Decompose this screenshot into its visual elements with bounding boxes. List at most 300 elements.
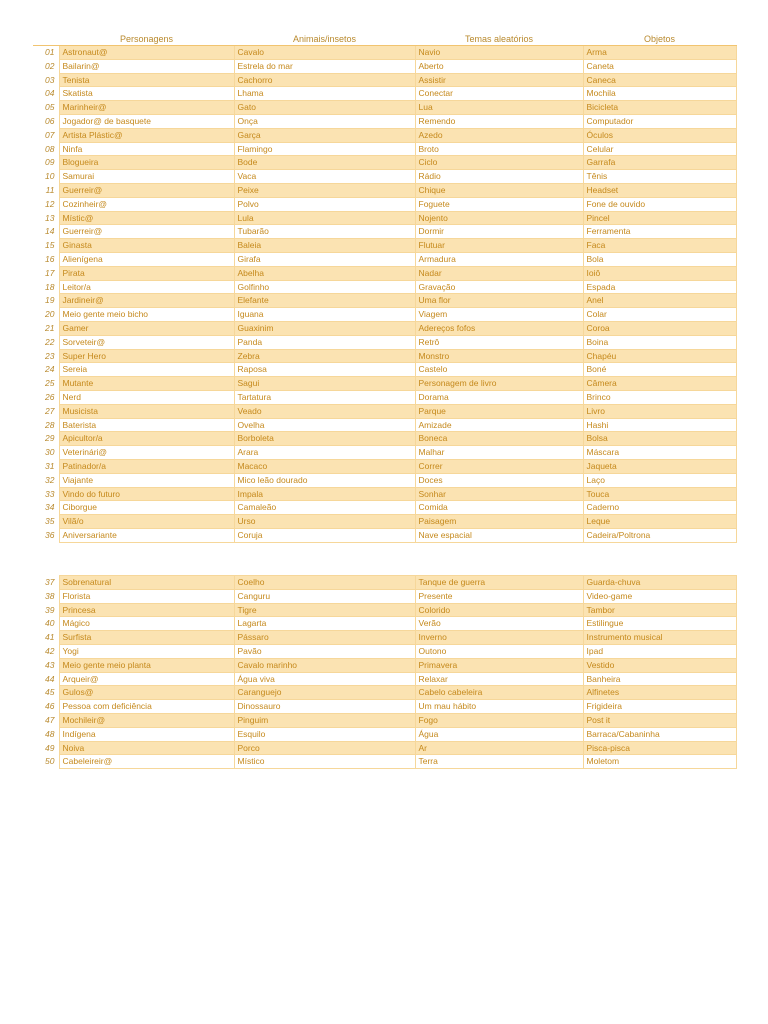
personagem-cell: Artista Plástic@	[59, 128, 234, 142]
animal-cell: Onça	[234, 114, 415, 128]
row-number: 13	[33, 211, 59, 225]
personagem-cell: Aniversariante	[59, 528, 234, 542]
tema-cell: Chique	[415, 183, 583, 197]
table-row	[33, 377, 736, 391]
objeto-cell: Bicicleta	[583, 101, 736, 115]
objeto-cell: Headset	[583, 183, 736, 197]
animal-cell: Gato	[234, 101, 415, 115]
table-row	[33, 741, 736, 755]
animal-cell: Tubarão	[234, 225, 415, 239]
row-number: 42	[33, 644, 59, 658]
row-number: 07	[33, 128, 59, 142]
objeto-cell: Fone de ouvido	[583, 197, 736, 211]
animal-cell: Borboleta	[234, 432, 415, 446]
tema-cell: Água	[415, 727, 583, 741]
tema-cell: Um mau hábito	[415, 700, 583, 714]
tema-cell: Comida	[415, 501, 583, 515]
table-row	[33, 603, 736, 617]
row-number: 33	[33, 487, 59, 501]
tema-cell: Gravação	[415, 280, 583, 294]
animal-cell: Pássaro	[234, 631, 415, 645]
animal-cell: Dinossauro	[234, 700, 415, 714]
row-number: 16	[33, 252, 59, 266]
objeto-cell: Tênis	[583, 170, 736, 184]
tema-cell: Retrô	[415, 335, 583, 349]
objeto-cell: Brinco	[583, 390, 736, 404]
objeto-cell: Ipad	[583, 644, 736, 658]
personagem-cell: Viajante	[59, 473, 234, 487]
header-animais: Animais/insetos	[234, 33, 415, 46]
tema-cell: Lua	[415, 101, 583, 115]
table-row	[33, 280, 736, 294]
header-temas: Temas aleatórios	[415, 33, 583, 46]
objeto-cell: Óculos	[583, 128, 736, 142]
table-row	[33, 128, 736, 142]
objeto-cell: Caderno	[583, 501, 736, 515]
animal-cell: Raposa	[234, 363, 415, 377]
table-row	[33, 294, 736, 308]
personagem-cell: Meio gente meio planta	[59, 658, 234, 672]
personagem-cell: Místic@	[59, 211, 234, 225]
objeto-cell: Guarda-chuva	[583, 576, 736, 590]
animal-cell: Cavalo	[234, 46, 415, 60]
row-number: 48	[33, 727, 59, 741]
tema-cell: Presente	[415, 589, 583, 603]
row-number: 49	[33, 741, 59, 755]
animal-cell: Lagarta	[234, 617, 415, 631]
personagem-cell: Tenista	[59, 73, 234, 87]
tema-cell: Sonhar	[415, 487, 583, 501]
tema-cell: Correr	[415, 459, 583, 473]
row-number: 38	[33, 589, 59, 603]
tema-cell: Viagem	[415, 308, 583, 322]
table-row	[33, 700, 736, 714]
table-row	[33, 252, 736, 266]
personagem-cell: Mutante	[59, 377, 234, 391]
animal-cell: Camaleão	[234, 501, 415, 515]
table-row	[33, 170, 736, 184]
table-row	[33, 418, 736, 432]
row-number: 40	[33, 617, 59, 631]
objeto-cell: Boné	[583, 363, 736, 377]
objeto-cell: Anel	[583, 294, 736, 308]
personagem-cell: Samurai	[59, 170, 234, 184]
personagem-cell: Vilã/o	[59, 515, 234, 529]
row-number: 25	[33, 377, 59, 391]
objeto-cell: Tambor	[583, 603, 736, 617]
tema-cell: Assistir	[415, 73, 583, 87]
animal-cell: Coruja	[234, 528, 415, 542]
personagem-cell: Blogueira	[59, 156, 234, 170]
objeto-cell: Vestido	[583, 658, 736, 672]
animal-cell: Zebra	[234, 349, 415, 363]
table-row	[33, 46, 736, 60]
row-number: 41	[33, 631, 59, 645]
tema-cell: Parque	[415, 404, 583, 418]
animal-cell: Esquilo	[234, 727, 415, 741]
personagem-cell: Jardineir@	[59, 294, 234, 308]
objeto-cell: Faca	[583, 239, 736, 253]
objeto-cell: Chapéu	[583, 349, 736, 363]
row-number: 12	[33, 197, 59, 211]
tema-cell: Inverno	[415, 631, 583, 645]
tema-cell: Flutuar	[415, 239, 583, 253]
animal-cell: Bode	[234, 156, 415, 170]
objeto-cell: Bola	[583, 252, 736, 266]
row-number: 14	[33, 225, 59, 239]
objeto-cell: Jaqueta	[583, 459, 736, 473]
header-personagens: Personagens	[59, 33, 234, 46]
objeto-cell: Cadeira/Poltrona	[583, 528, 736, 542]
personagem-cell: Guerreir@	[59, 225, 234, 239]
animal-cell: Lhama	[234, 87, 415, 101]
personagem-cell: Yogi	[59, 644, 234, 658]
row-number: 26	[33, 390, 59, 404]
tema-cell: Conectar	[415, 87, 583, 101]
tema-cell: Castelo	[415, 363, 583, 377]
objeto-cell: Frigideira	[583, 700, 736, 714]
row-number: 18	[33, 280, 59, 294]
personagem-cell: Ninfa	[59, 142, 234, 156]
tema-cell: Verão	[415, 617, 583, 631]
table-row	[33, 308, 736, 322]
tema-cell: Dorama	[415, 390, 583, 404]
row-number: 02	[33, 59, 59, 73]
row-number: 10	[33, 170, 59, 184]
personagem-cell: Musicista	[59, 404, 234, 418]
tema-cell: Dormir	[415, 225, 583, 239]
personagem-cell: Sereia	[59, 363, 234, 377]
row-number: 04	[33, 87, 59, 101]
word-table-2	[33, 575, 737, 769]
personagem-cell: Bailarin@	[59, 59, 234, 73]
animal-cell: Lula	[234, 211, 415, 225]
tema-cell: Primavera	[415, 658, 583, 672]
personagem-cell: Guerreir@	[59, 183, 234, 197]
objeto-cell: Instrumento musical	[583, 631, 736, 645]
tema-cell: Tanque de guerra	[415, 576, 583, 590]
tema-cell: Fogo	[415, 713, 583, 727]
row-number: 22	[33, 335, 59, 349]
objeto-cell: Pisca-pisca	[583, 741, 736, 755]
objeto-cell: Garrafa	[583, 156, 736, 170]
tema-cell: Nadar	[415, 266, 583, 280]
table-row	[33, 631, 736, 645]
row-number: 50	[33, 755, 59, 769]
tema-cell: Relaxar	[415, 672, 583, 686]
row-number: 01	[33, 46, 59, 60]
row-number: 31	[33, 459, 59, 473]
table-row	[33, 59, 736, 73]
personagem-cell: Florista	[59, 589, 234, 603]
row-number: 11	[33, 183, 59, 197]
row-number: 30	[33, 446, 59, 460]
table-row	[33, 459, 736, 473]
animal-cell: Arara	[234, 446, 415, 460]
row-number: 46	[33, 700, 59, 714]
objeto-cell: Colar	[583, 308, 736, 322]
row-number: 19	[33, 294, 59, 308]
animal-cell: Cavalo marinho	[234, 658, 415, 672]
table-row	[33, 501, 736, 515]
personagem-cell: Ciborgue	[59, 501, 234, 515]
personagem-cell: Sorveteir@	[59, 335, 234, 349]
table-row	[33, 183, 736, 197]
animal-cell: Estrela do mar	[234, 59, 415, 73]
table-row	[33, 713, 736, 727]
row-number: 05	[33, 101, 59, 115]
objeto-cell: Ferramenta	[583, 225, 736, 239]
animal-cell: Veado	[234, 404, 415, 418]
header-objetos: Objetos	[583, 33, 736, 46]
tema-cell: Nave espacial	[415, 528, 583, 542]
animal-cell: Polvo	[234, 197, 415, 211]
table-row	[33, 576, 736, 590]
table-row	[33, 487, 736, 501]
animal-cell: Tartatura	[234, 390, 415, 404]
animal-cell: Guaxinim	[234, 321, 415, 335]
table-row	[33, 239, 736, 253]
row-number: 34	[33, 501, 59, 515]
table-row	[33, 589, 736, 603]
row-number: 47	[33, 713, 59, 727]
table-row	[33, 363, 736, 377]
personagem-cell: Skatista	[59, 87, 234, 101]
tema-cell: Terra	[415, 755, 583, 769]
row-number: 36	[33, 528, 59, 542]
animal-cell: Caranguejo	[234, 686, 415, 700]
personagem-cell: Indígena	[59, 727, 234, 741]
row-number: 35	[33, 515, 59, 529]
objeto-cell: Câmera	[583, 377, 736, 391]
row-number: 27	[33, 404, 59, 418]
personagem-cell: Mochileir@	[59, 713, 234, 727]
table-row	[33, 266, 736, 280]
table-row	[33, 335, 736, 349]
objeto-cell: Coroa	[583, 321, 736, 335]
animal-cell: Vaca	[234, 170, 415, 184]
animal-cell: Elefante	[234, 294, 415, 308]
tema-cell: Azedo	[415, 128, 583, 142]
tema-cell: Nojento	[415, 211, 583, 225]
table-row	[33, 211, 736, 225]
table-row	[33, 432, 736, 446]
tema-cell: Colorido	[415, 603, 583, 617]
objeto-cell: Ioiô	[583, 266, 736, 280]
table-row	[33, 617, 736, 631]
objeto-cell: Celular	[583, 142, 736, 156]
animal-cell: Impala	[234, 487, 415, 501]
table-row	[33, 672, 736, 686]
tema-cell: Amizade	[415, 418, 583, 432]
row-number: 15	[33, 239, 59, 253]
objeto-cell: Barraca/Cabaninha	[583, 727, 736, 741]
table-row	[33, 755, 736, 769]
objeto-cell: Laço	[583, 473, 736, 487]
animal-cell: Cachorro	[234, 73, 415, 87]
table-row	[33, 349, 736, 363]
personagem-cell: Gamer	[59, 321, 234, 335]
personagem-cell: Super Hero	[59, 349, 234, 363]
tema-cell: Cabelo cabeleira	[415, 686, 583, 700]
personagem-cell: Alienígena	[59, 252, 234, 266]
animal-cell: Garça	[234, 128, 415, 142]
table-row	[33, 404, 736, 418]
row-number: 24	[33, 363, 59, 377]
animal-cell: Mico leão dourado	[234, 473, 415, 487]
tema-cell: Malhar	[415, 446, 583, 460]
table-row	[33, 686, 736, 700]
tema-cell: Outono	[415, 644, 583, 658]
tema-cell: Aberto	[415, 59, 583, 73]
animal-cell: Abelha	[234, 266, 415, 280]
objeto-cell: Livro	[583, 404, 736, 418]
row-number: 09	[33, 156, 59, 170]
objeto-cell: Video-game	[583, 589, 736, 603]
personagem-cell: Mágico	[59, 617, 234, 631]
animal-cell: Iguana	[234, 308, 415, 322]
animal-cell: Ovelha	[234, 418, 415, 432]
tema-cell: Ciclo	[415, 156, 583, 170]
personagem-cell: Princesa	[59, 603, 234, 617]
tema-cell: Monstro	[415, 349, 583, 363]
table-1-body	[33, 46, 736, 543]
row-number: 45	[33, 686, 59, 700]
table-row	[33, 225, 736, 239]
objeto-cell: Computador	[583, 114, 736, 128]
table-row	[33, 727, 736, 741]
animal-cell: Panda	[234, 335, 415, 349]
table-row	[33, 390, 736, 404]
objeto-cell: Banheira	[583, 672, 736, 686]
tema-cell: Boneca	[415, 432, 583, 446]
personagem-cell: Baterista	[59, 418, 234, 432]
personagem-cell: Patinador/a	[59, 459, 234, 473]
objeto-cell: Espada	[583, 280, 736, 294]
personagem-cell: Nerd	[59, 390, 234, 404]
personagem-cell: Leitor/a	[59, 280, 234, 294]
tema-cell: Adereços fofos	[415, 321, 583, 335]
tema-cell: Uma flor	[415, 294, 583, 308]
row-number: 23	[33, 349, 59, 363]
objeto-cell: Caneca	[583, 73, 736, 87]
personagem-cell: Vindo do futuro	[59, 487, 234, 501]
objeto-cell: Máscara	[583, 446, 736, 460]
row-number: 08	[33, 142, 59, 156]
tema-cell: Foguete	[415, 197, 583, 211]
animal-cell: Pinguim	[234, 713, 415, 727]
personagem-cell: Veterinári@	[59, 446, 234, 460]
tema-cell: Ar	[415, 741, 583, 755]
row-number: 06	[33, 114, 59, 128]
table-row	[33, 473, 736, 487]
table-row	[33, 446, 736, 460]
personagem-cell: Surfista	[59, 631, 234, 645]
animal-cell: Porco	[234, 741, 415, 755]
personagem-cell: Gulos@	[59, 686, 234, 700]
row-number: 20	[33, 308, 59, 322]
personagem-cell: Ginasta	[59, 239, 234, 253]
row-number: 39	[33, 603, 59, 617]
animal-cell: Água viva	[234, 672, 415, 686]
tema-cell: Armadura	[415, 252, 583, 266]
animal-cell: Canguru	[234, 589, 415, 603]
personagem-cell: Sobrenatural	[59, 576, 234, 590]
row-number: 21	[33, 321, 59, 335]
animal-cell: Místico	[234, 755, 415, 769]
objeto-cell: Pincel	[583, 211, 736, 225]
personagem-cell: Arqueir@	[59, 672, 234, 686]
animal-cell: Pavão	[234, 644, 415, 658]
table-row	[33, 142, 736, 156]
animal-cell: Flamingo	[234, 142, 415, 156]
tema-cell: Paisagem	[415, 515, 583, 529]
personagem-cell: Astronaut@	[59, 46, 234, 60]
row-number: 37	[33, 576, 59, 590]
animal-cell: Coelho	[234, 576, 415, 590]
objeto-cell: Bolsa	[583, 432, 736, 446]
row-number: 29	[33, 432, 59, 446]
animal-cell: Girafa	[234, 252, 415, 266]
objeto-cell: Caneta	[583, 59, 736, 73]
objeto-cell: Hashi	[583, 418, 736, 432]
animal-cell: Golfinho	[234, 280, 415, 294]
tema-cell: Remendo	[415, 114, 583, 128]
table-row	[33, 321, 736, 335]
table-row	[33, 528, 736, 542]
row-number: 43	[33, 658, 59, 672]
tema-cell: Rádio	[415, 170, 583, 184]
personagem-cell: Pirata	[59, 266, 234, 280]
table-row	[33, 515, 736, 529]
objeto-cell: Mochila	[583, 87, 736, 101]
table-2-body	[33, 576, 736, 769]
header-row	[33, 33, 736, 46]
personagem-cell: Marinheir@	[59, 101, 234, 115]
table-row	[33, 101, 736, 115]
personagem-cell: Pessoa com deficiência	[59, 700, 234, 714]
table-row	[33, 197, 736, 211]
table-row	[33, 87, 736, 101]
animal-cell: Sagui	[234, 377, 415, 391]
word-table-1	[33, 33, 737, 543]
table-row	[33, 114, 736, 128]
objeto-cell: Post it	[583, 713, 736, 727]
tema-cell: Doces	[415, 473, 583, 487]
objeto-cell: Moletom	[583, 755, 736, 769]
personagem-cell: Noiva	[59, 741, 234, 755]
row-number: 03	[33, 73, 59, 87]
header-number	[33, 33, 59, 46]
personagem-cell: Cozinheir@	[59, 197, 234, 211]
objeto-cell: Estilingue	[583, 617, 736, 631]
row-number: 32	[33, 473, 59, 487]
objeto-cell: Alfinetes	[583, 686, 736, 700]
animal-cell: Macaco	[234, 459, 415, 473]
tema-cell: Navio	[415, 46, 583, 60]
objeto-cell: Leque	[583, 515, 736, 529]
personagem-cell: Cabeleireir@	[59, 755, 234, 769]
objeto-cell: Boina	[583, 335, 736, 349]
animal-cell: Peixe	[234, 183, 415, 197]
row-number: 44	[33, 672, 59, 686]
tema-cell: Broto	[415, 142, 583, 156]
animal-cell: Baleia	[234, 239, 415, 253]
table-row	[33, 73, 736, 87]
animal-cell: Urso	[234, 515, 415, 529]
table-row	[33, 644, 736, 658]
objeto-cell: Touca	[583, 487, 736, 501]
